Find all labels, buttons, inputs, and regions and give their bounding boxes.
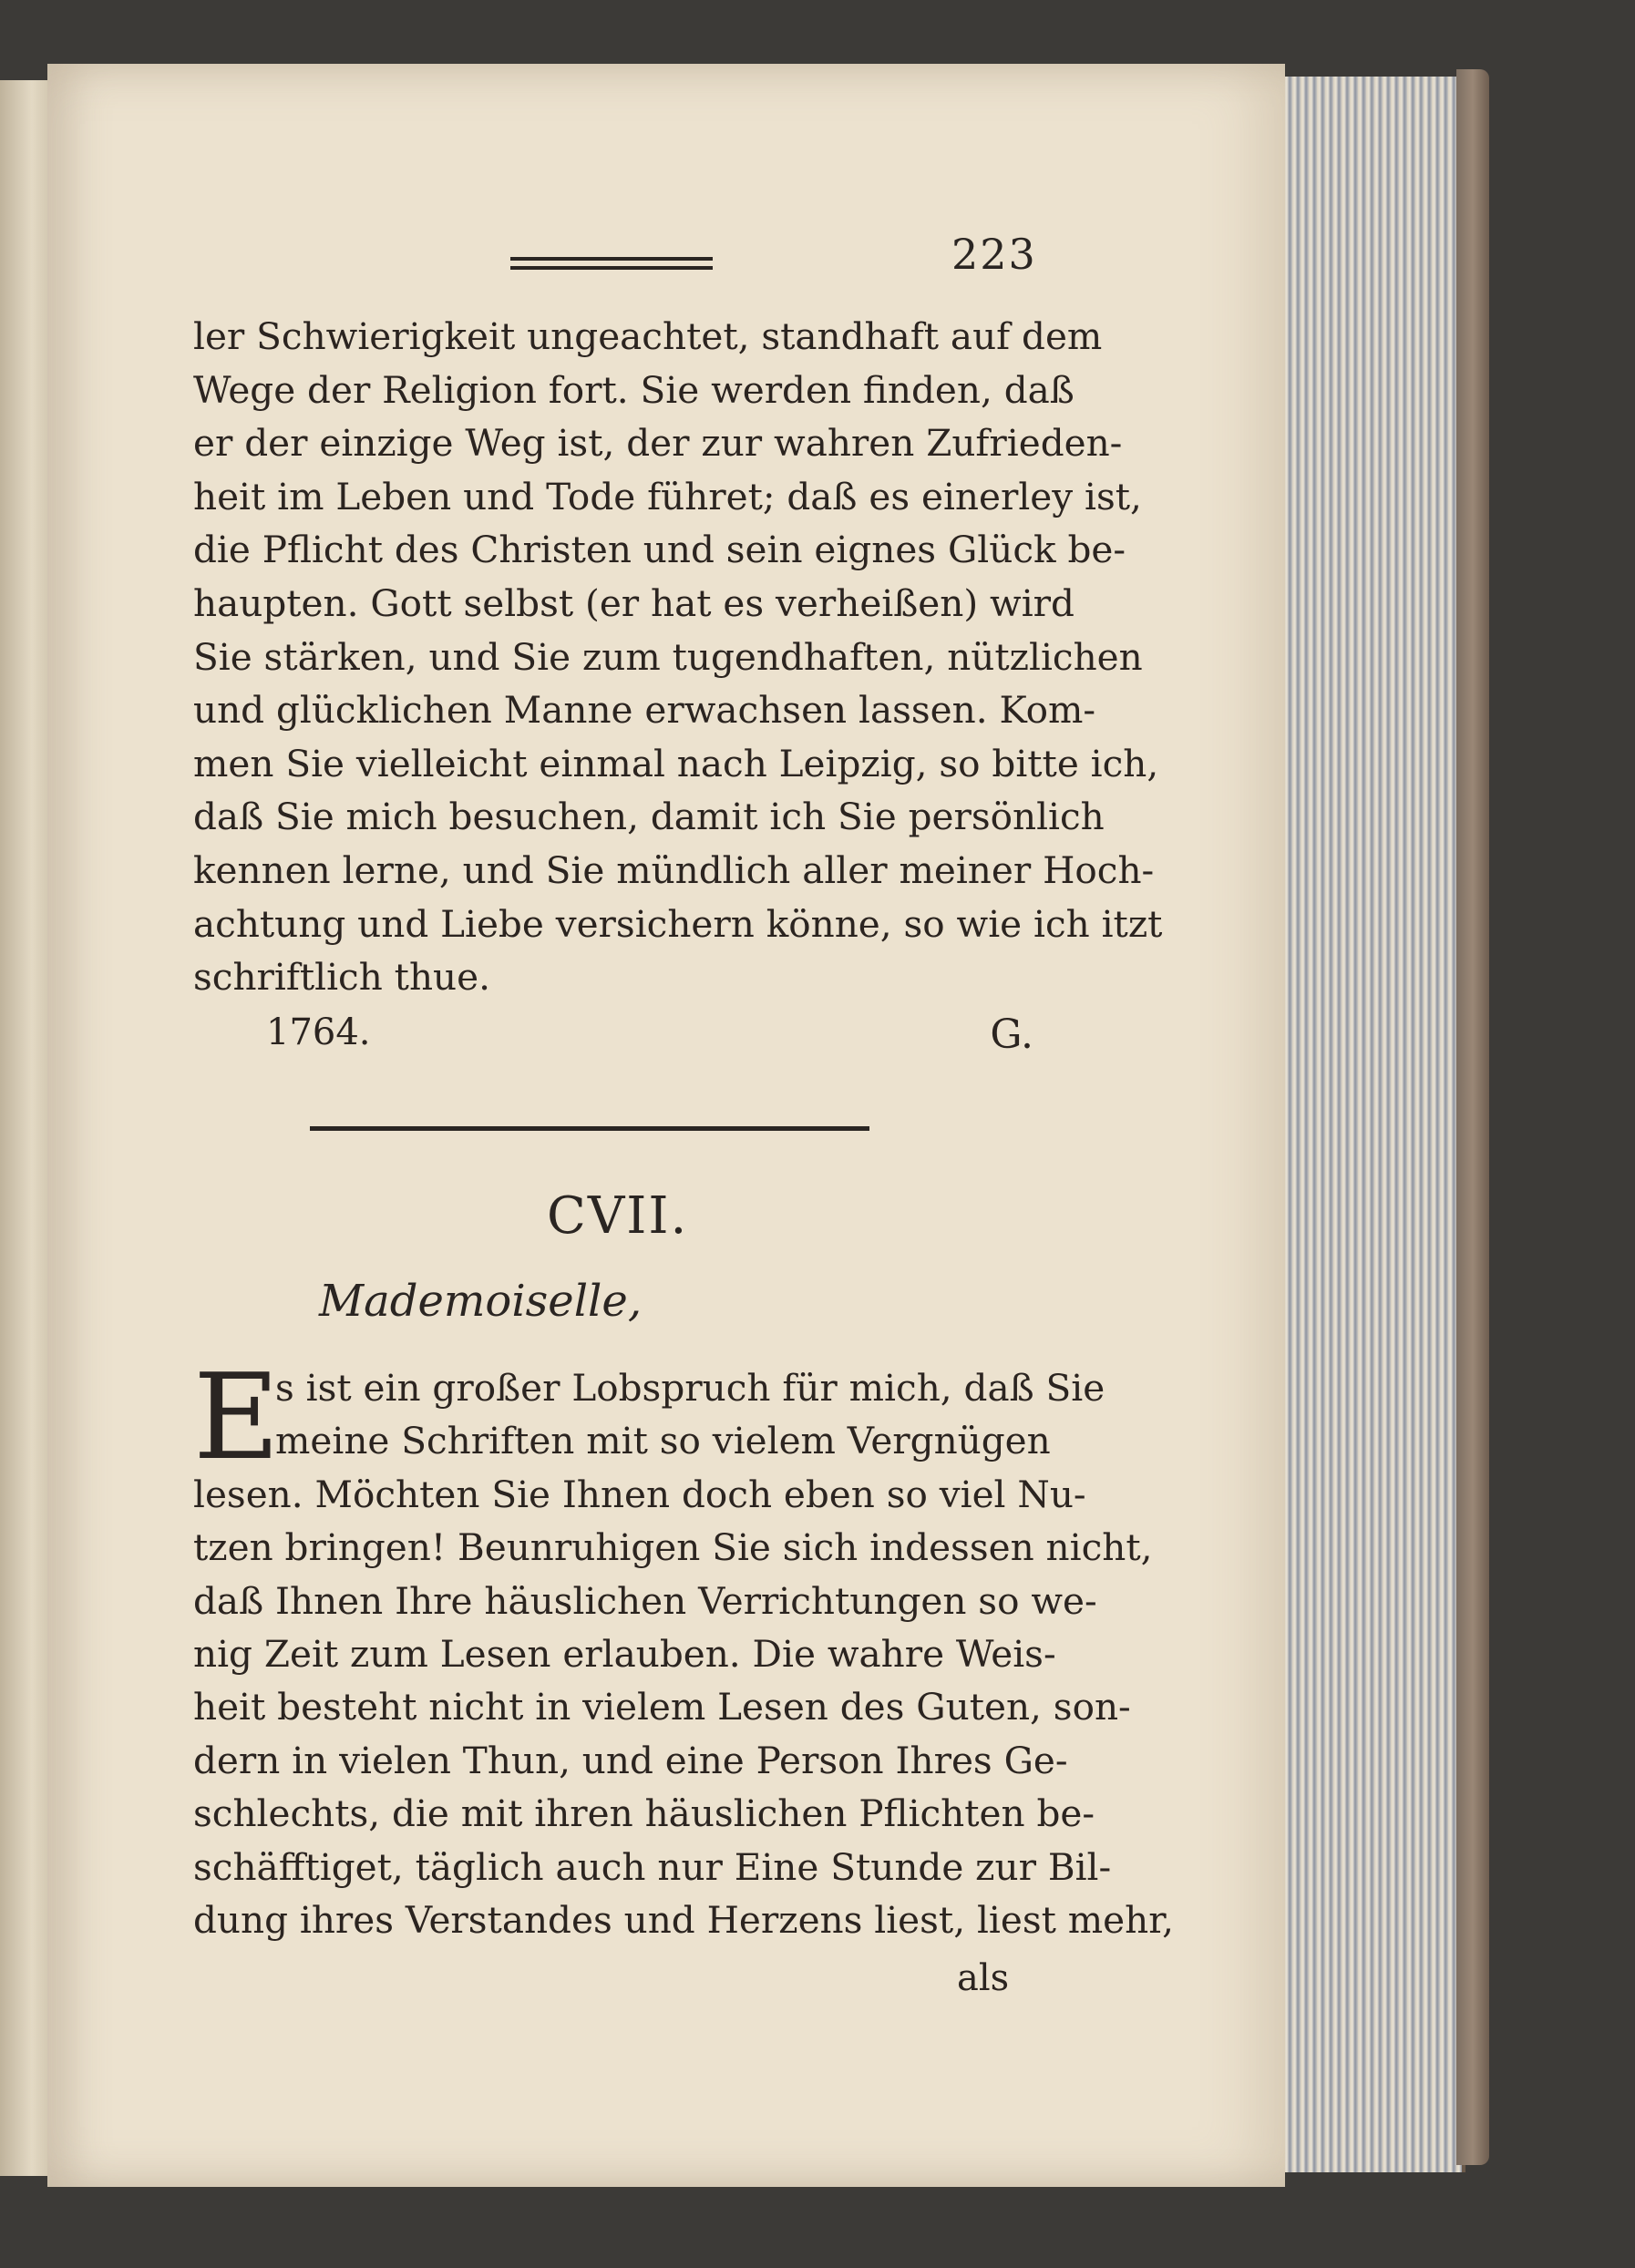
text-line: schäfftiget, täglich auch nur Eine Stunde zur Bil- bbox=[193, 1844, 1112, 1889]
text-line: meine Schriften mit so vielem Vergnügen bbox=[275, 1419, 1051, 1463]
drop-cap: E bbox=[193, 1348, 280, 1486]
salutation: Mademoiselle, bbox=[319, 1276, 643, 1327]
text-line: dung ihres Verstandes und Herzens liest, liest mehr, bbox=[193, 1898, 1174, 1943]
text-line: ler Schwierigkeit ungeachtet, standhaft auf dem bbox=[193, 314, 1103, 358]
text-line: kennen lerne, und Sie mündlich aller meiner Hoch- bbox=[193, 847, 1155, 892]
left-page-edge bbox=[0, 80, 55, 2176]
letter-closing bbox=[193, 1011, 1039, 1066]
text-line: haupten. Gott selbst (er hat es verheißen) wird bbox=[193, 580, 1075, 625]
text-line: achtung und Liebe versichern könne, so wie ich itzt bbox=[193, 901, 1163, 946]
book-page-edges bbox=[1276, 77, 1465, 2172]
text-line: s ist ein großer Lobspruch für mich, daß Sie bbox=[275, 1366, 1105, 1410]
letter-signature: G. bbox=[990, 1011, 1033, 1058]
text-line: und glücklichen Manne erwachsen lassen. Kom- bbox=[193, 688, 1096, 733]
text-line: dern in vielen Thun, und eine Person Ihres Ge- bbox=[193, 1738, 1068, 1782]
text-line: Sie stärken, und Sie zum tugendhaften, nützlichen bbox=[193, 634, 1143, 679]
top-paragraph bbox=[193, 310, 1163, 1004]
text-line: heit besteht nicht in vielem Lesen des Guten, son- bbox=[193, 1685, 1131, 1729]
text-line: daß Ihnen Ihre häuslichen Verrichtungen so we- bbox=[193, 1578, 1097, 1623]
catchword: als bbox=[957, 1957, 1010, 1999]
text-line: schlechts, die mit ihren häuslichen Pflichten be- bbox=[193, 1791, 1095, 1836]
text-line: heit im Leben und Tode führet; daß es einerley ist, bbox=[193, 474, 1142, 518]
text-line: tzen bringen! Beunruhigen Sie sich indessen nicht, bbox=[193, 1525, 1153, 1570]
book-cover-edge bbox=[1456, 69, 1489, 2165]
letter-body bbox=[193, 1348, 1174, 1946]
text-line: schriftlich thue. bbox=[193, 955, 490, 1000]
text-line: Wege der Religion fort. Sie werden finden, daß bbox=[193, 367, 1075, 412]
page-number: 223 bbox=[951, 230, 1037, 279]
text-line: men Sie vielleicht einmal nach Leipzig, so bitte ich, bbox=[193, 741, 1159, 785]
section-divider bbox=[310, 1126, 869, 1131]
text-line: nig Zeit zum Lesen erlauben. Die wahre Weis- bbox=[193, 1632, 1056, 1677]
text-line: daß Sie mich besuchen, damit ich Sie persönlich bbox=[193, 795, 1105, 839]
header-rule bbox=[510, 257, 713, 270]
section-heading: CVII. bbox=[547, 1186, 689, 1246]
text-line: lesen. Möchten Sie Ihnen doch eben so viel Nu- bbox=[193, 1472, 1086, 1516]
text-line: die Pflicht des Christen und sein eignes Glück be- bbox=[193, 528, 1126, 572]
text-line: er der einzige Weg ist, der zur wahren Zufrieden- bbox=[193, 421, 1123, 466]
letter-year: 1764. bbox=[266, 1011, 371, 1053]
